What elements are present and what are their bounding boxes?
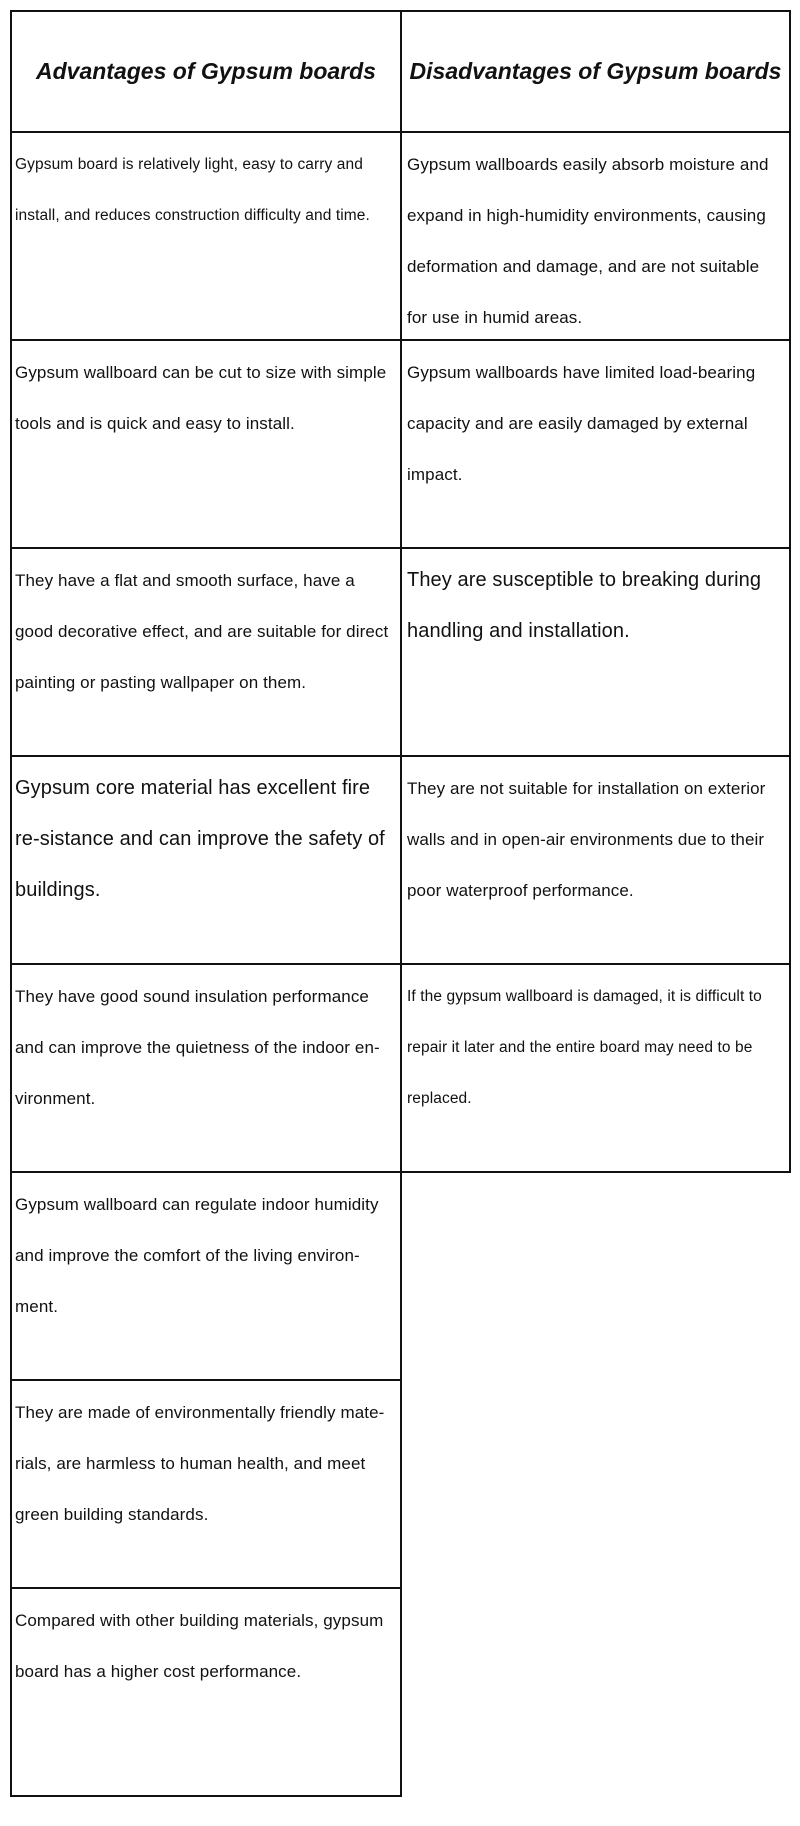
disadvantage-cell-2: Gypsum wallboards have limited load-bearing capacity and are easily damaged by external impact. (400, 339, 791, 549)
disadvantage-cell-1: Gypsum wallboards easily absorb moisture and expand in high-humidity environments, causing deformation and damage, and are not suitable for use in humid areas. (400, 131, 791, 341)
advantage-cell-8: Compared with other building materials, gypsum board has a higher cost performance. (10, 1587, 402, 1797)
advantage-cell-5: They have good sound insulation performance and can improve the quietness of the indoor en-vironment. (10, 963, 402, 1173)
disadvantage-cell-5: If the gypsum wallboard is damaged, it is difficult to repair it later and the entire board may need to be replaced. (400, 963, 791, 1173)
header-disadvantages: Disadvantages of Gypsum boards (400, 10, 791, 133)
disadvantage-cell-3: They are susceptible to breaking during handling and installation. (400, 547, 791, 757)
advantage-cell-6: Gypsum wallboard can regulate indoor humidity and improve the comfort of the living environ-ment. (10, 1171, 402, 1381)
advantage-cell-2: Gypsum wallboard can be cut to size with simple tools and is quick and easy to install. (10, 339, 402, 549)
advantage-cell-3: They have a flat and smooth surface, have a good decorative effect, and are suitable for direct painting or pasting wallpaper on them. (10, 547, 402, 757)
advantage-cell-4: Gypsum core material has excellent fire re-sistance and can improve the safety of buildings. (10, 755, 402, 965)
header-advantages: Advantages of Gypsum boards (10, 10, 402, 133)
disadvantage-cell-4: They are not suitable for installation on exterior walls and in open-air environments due to their poor waterproof performance. (400, 755, 791, 965)
advantage-cell-7: They are made of environmentally friendly mate-rials, are harmless to human health, and meet green building standards. (10, 1379, 402, 1589)
advantage-cell-1: Gypsum board is relatively light, easy to carry and install, and reduces construction difficulty and time. (10, 131, 402, 341)
